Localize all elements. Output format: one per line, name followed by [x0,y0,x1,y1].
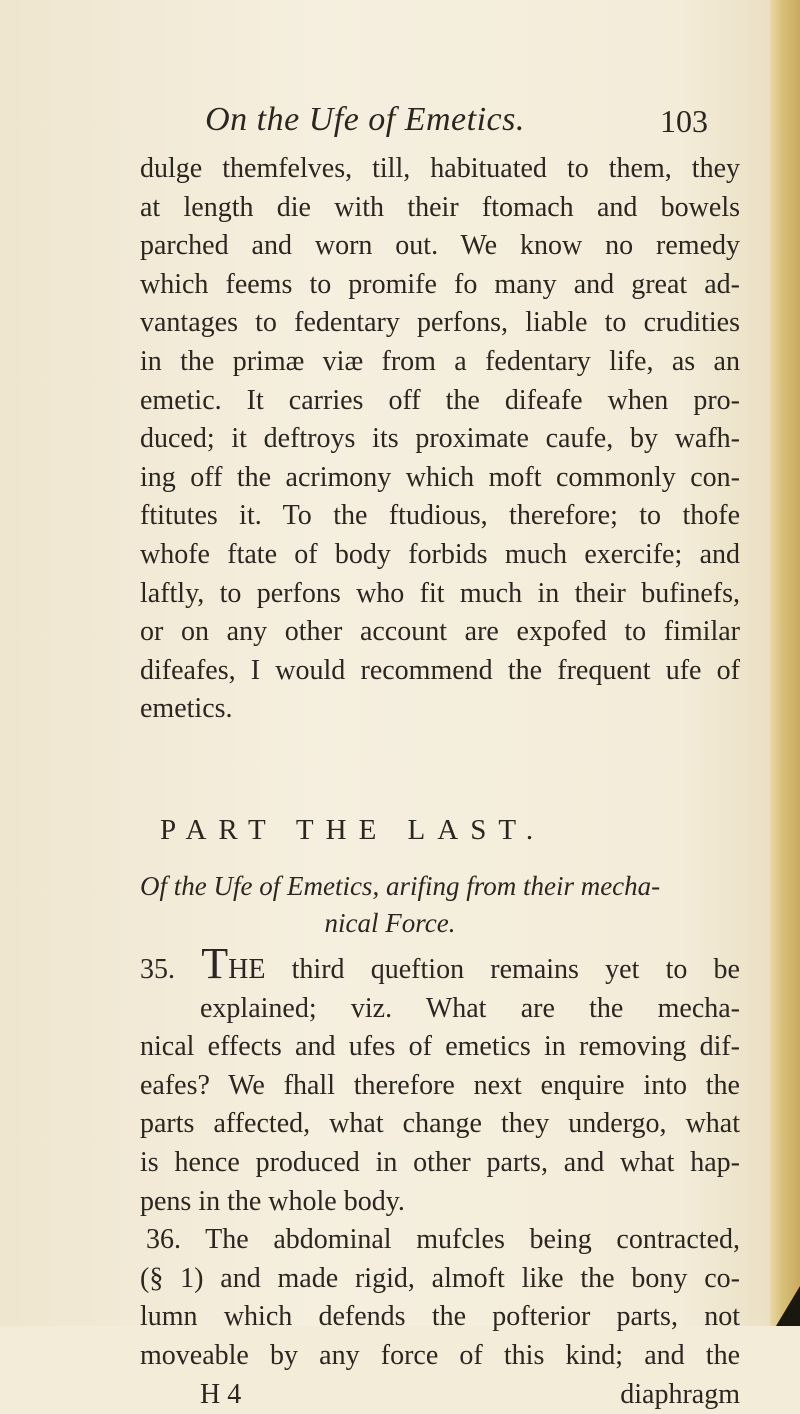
text-line: explained; viz. What are the mecha- [200,992,740,1024]
text-line: lumn which defends the pofterior parts, not [140,1301,740,1333]
paragraph-block-1 [140,150,740,729]
subtitle-line-1: Of the Ufe of Emetics, arifing from their mecha- [140,871,661,901]
text-line: emetics. [140,693,233,725]
para-35-opening: HE third queftion remains yet to be [228,954,740,985]
section-heading: PART THE LAST. [160,814,546,846]
text-line: emetic. It carries off the difeafe when pro- [140,384,740,416]
corner-mark [776,1286,800,1326]
text-line: (§ 1) and made rigid, almoft like the bony co- [140,1262,740,1294]
page-footer [200,1376,740,1414]
text-line: whofe ftate of body forbids much exercife; and [140,538,740,570]
text-line: eafes? We fhall therefore next enquire into the [140,1069,740,1101]
text-line: moveable by any force of this kind; and the [140,1339,740,1371]
section-subtitle [140,868,740,942]
text-line: parched and worn out. We know no remedy [140,230,740,262]
text-line: is hence produced in other parts, and what hap- [140,1146,740,1178]
catchword: diaphragm [620,1378,740,1410]
text-line: which feems to promife fo many and great ad- [140,268,740,300]
text-line: at length die with their ftomach and bowels [140,191,740,223]
drop-cap: T [201,939,229,988]
text-line: vantages to fedentary perfons, liable to crudities [140,307,740,339]
text-line: ing off the acrimony which moft commonly con- [140,461,740,493]
page-header [0,101,800,141]
text-line: parts affected, what change they undergo, what [140,1108,740,1140]
subtitle-line-2: nical Force. [324,908,456,938]
text-line: 36. The abdominal mufcles being contracted, [146,1224,740,1256]
text-line: pens in the whole body. [140,1185,405,1217]
text-line: nical effects and ufes of emetics in removing dif- [140,1031,740,1063]
text-line: ftitutes it. To the ftudious, therefore; to thofe [140,500,740,532]
text-line: laftly, to perfons who fit much in their bufinefs, [140,577,740,609]
text-line: in the primæ viæ from a fedentary life, as an [140,345,740,377]
signature-mark: H 4 [200,1378,242,1410]
para-35-first-line [140,939,740,990]
text-line: dulge themfelves, till, habituated to them, they [140,153,740,184]
paragraph-number: 35. [140,954,175,985]
text-line: difeafes, I would recommend the frequent ufe of [140,654,740,686]
running-head: On the Ufe of Emetics. [205,101,525,138]
text-line: duced; it deftroys its proximate caufe, by wafh- [140,423,740,455]
page-edge [770,0,800,1326]
paragraph-block-2 [140,939,740,1414]
page-number: 103 [660,103,708,139]
text-line: or on any other account are expofed to fimilar [140,616,740,648]
